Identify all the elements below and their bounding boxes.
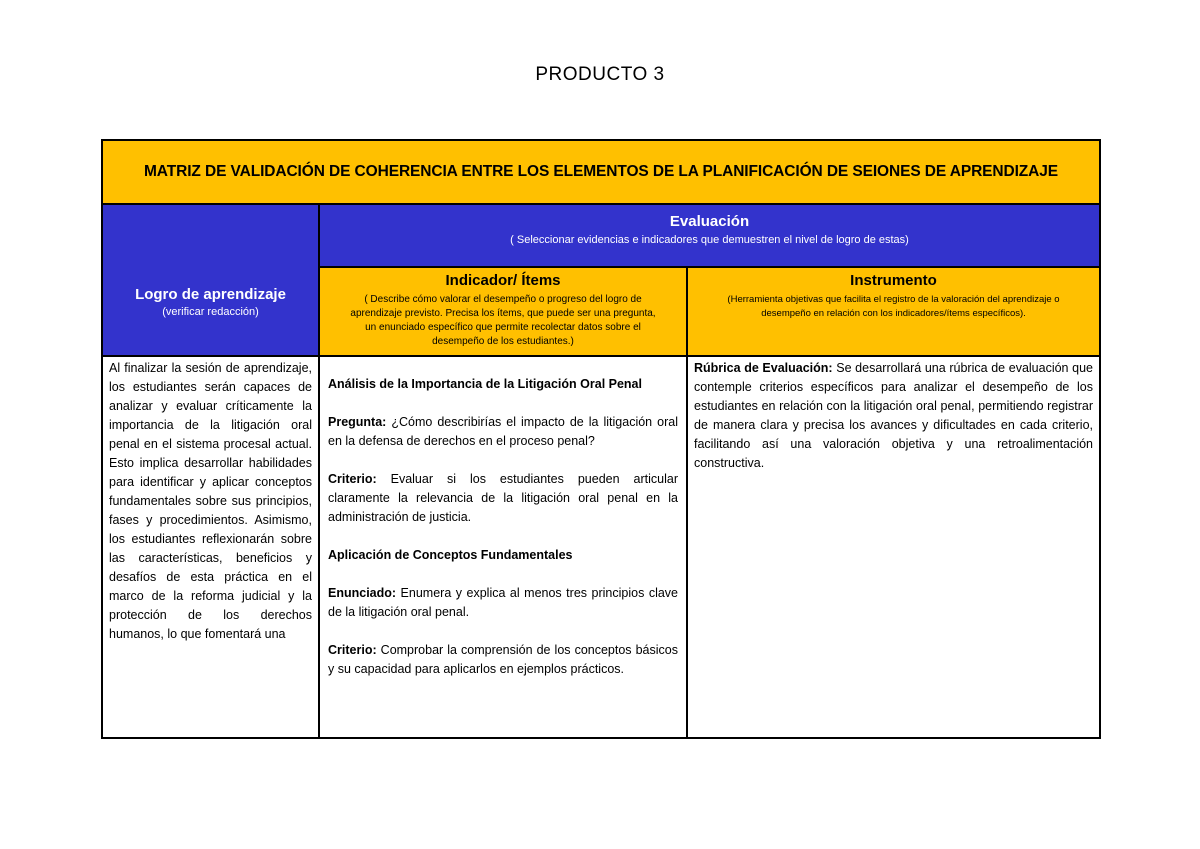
enunciado-text: Enumera y explica al menos tres principios clave de la litigación oral penal. — [328, 586, 678, 619]
logro-body-text: Al finalizar la sesión de aprendizaje, los estudiantes serán capaces de analizar y evaluar críticamente la importancia de la litigación oral penal en el sistema procesal actual. Esto implica desarrollar habilidades para identificar y aplicar conceptos fundamentales sobre sus principios, fases y procedimientos. Asimismo, los estudiantes reflexionarán sobre las características, beneficios y desafíos de esta práctica en el marco de la reforma judicial y la protección de los derechos humanos, lo que fomentará una — [109, 361, 312, 641]
enunciado-paragraph — [328, 584, 678, 622]
indicador-heading-2: Aplicación de Conceptos Fundamentales — [328, 548, 573, 562]
criterio-1-label: Criterio: — [328, 472, 377, 486]
logro-title: Logro de aprendizaje — [135, 286, 286, 303]
evaluacion-header-cell — [319, 204, 1100, 267]
pregunta-text: ¿Cómo describirías el impacto de la litigación oral en la defensa de derechos en el proceso penal? — [328, 415, 678, 448]
indicador-title: Indicador/ Ítems — [445, 271, 561, 289]
evaluacion-title: Evaluación — [669, 213, 750, 230]
logro-body-cell — [102, 356, 319, 738]
pregunta-paragraph — [328, 413, 678, 451]
indicador-body-cell — [319, 356, 687, 738]
validation-matrix-table — [101, 139, 1101, 739]
indicador-header-cell — [319, 267, 687, 356]
enunciado-label: Enunciado: — [328, 586, 397, 600]
criterio-2-label: Criterio: — [328, 643, 377, 657]
logro-header-cell — [102, 204, 319, 356]
criterio-2-paragraph — [328, 641, 678, 679]
criterio-1-text: Evaluar si los estudiantes pueden articular claramente la relevancia de la litigación oral penal en la administración de justicia. — [328, 472, 678, 524]
instrumento-title: Instrumento — [850, 271, 937, 289]
criterio-2-text: Comprobar la comprensión de los conceptos básicos y su capacidad para aplicarlos en ejemplos prácticos. — [328, 643, 678, 676]
instrumento-header-cell — [687, 267, 1100, 356]
instrumento-description: (Herramienta objetivas que facilita el registro de la valoración del aprendizaje o desempeño en relación con los indicadores/ítems específicos). — [727, 293, 1060, 319]
evaluacion-subtitle: ( Seleccionar evidencias e indicadores que demuestren el nivel de logro de estas) — [510, 234, 909, 246]
criterio-1-paragraph — [328, 470, 678, 527]
rubrica-label: Rúbrica de Evaluación: — [694, 361, 833, 375]
matrix-title-cell — [102, 140, 1100, 204]
pregunta-label: Pregunta: — [328, 415, 387, 429]
indicador-heading-1: Análisis de la Importancia de la Litigación Oral Penal — [328, 377, 642, 391]
matrix-title: MATRIZ DE VALIDACIÓN DE COHERENCIA ENTRE LOS ELEMENTOS DE LA PLANIFICACIÓN DE SEIONES DE APRENDIZAJE — [143, 163, 1059, 180]
indicador-description: ( Describe cómo valorar el desempeño o progreso del logro de aprendizaje previsto. Precisa los ítems, que puede ser una pregunta, un enunciado específico que permite recolectar datos sobre el desempeño de los estudiantes.) — [350, 293, 656, 347]
page-title: PRODUCTO 3 — [535, 64, 665, 85]
logro-subtitle: (verificar redacción) — [162, 306, 259, 318]
instrumento-body-cell — [687, 356, 1100, 738]
rubrica-text: Se desarrollará una rúbrica de evaluación que contemple criterios específicos para analizar el desempeño de los estudiantes en relación con la litigación oral penal, permitiendo registrar de manera clara y precisa los avances y dificultades en cada criterio, facilitando así una valoración objetiva y una retroalimentación constructiva. — [694, 361, 1094, 470]
